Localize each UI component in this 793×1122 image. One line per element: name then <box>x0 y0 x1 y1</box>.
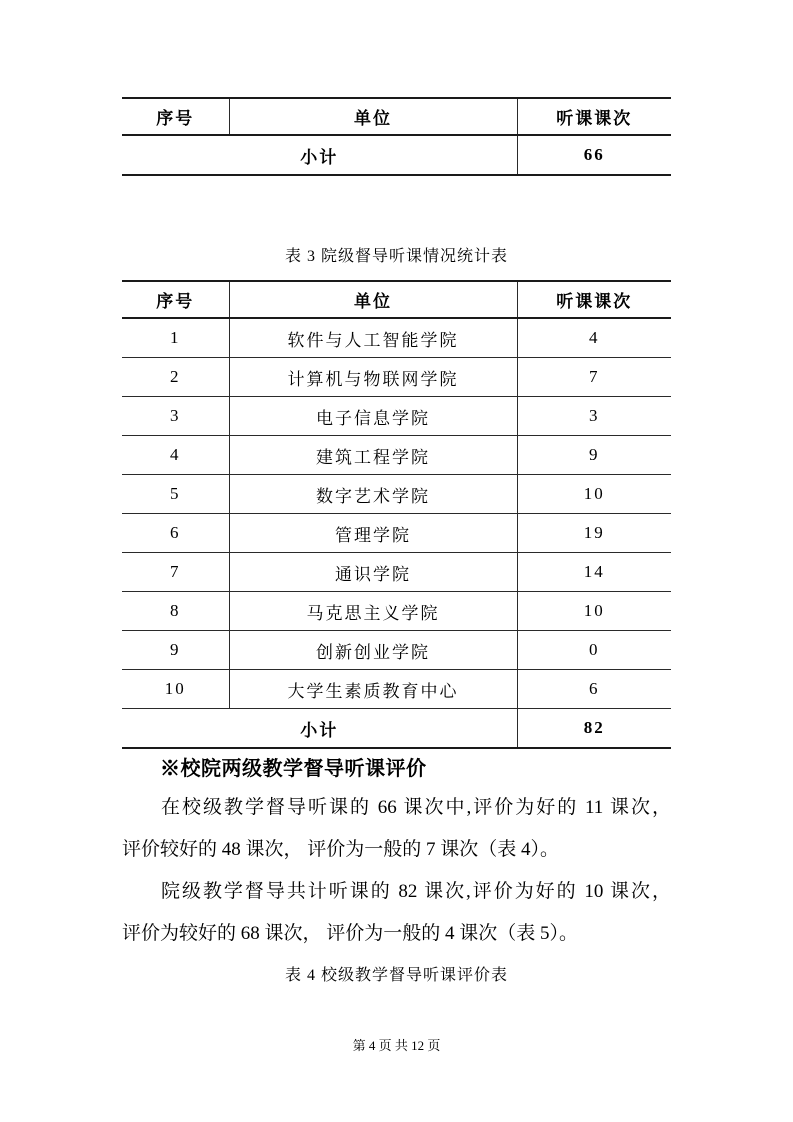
row-no: 2 <box>122 358 229 397</box>
row-unit: 马克思主义学院 <box>229 592 517 631</box>
table4-caption: 表 4 校级教学督导听课评价表 <box>284 967 508 984</box>
table-row <box>122 670 671 709</box>
header-cell-no: 序号 <box>122 98 229 135</box>
table3-caption: 表 3 院级督导听课情况统计表 <box>284 248 508 265</box>
subtotal-label: 小计 <box>122 135 517 175</box>
header-cell-unit: 单位 <box>229 281 517 318</box>
row-count: 14 <box>517 553 671 592</box>
row-unit: 软件与人工智能学院 <box>229 318 517 358</box>
paragraph-line: 院级教学督导共计听课的 82 课次,评价为好的 10 课次， <box>161 881 671 902</box>
row-unit: 电子信息学院 <box>229 397 517 436</box>
table-row <box>122 318 671 358</box>
row-no: 10 <box>122 670 229 709</box>
row-no: 9 <box>122 631 229 670</box>
row-count: 9 <box>517 436 671 475</box>
row-count: 4 <box>517 318 671 358</box>
header-cell-count: 听课课次 <box>517 281 671 318</box>
table-row <box>122 514 671 553</box>
subtotal-row <box>122 709 671 749</box>
row-unit: 数字艺术学院 <box>229 475 517 514</box>
row-count: 7 <box>517 358 671 397</box>
row-count: 10 <box>517 475 671 514</box>
row-unit: 建筑工程学院 <box>229 436 517 475</box>
page-number-footer: 第 4 页 共 12 页 <box>352 1038 441 1053</box>
table-row <box>122 475 671 514</box>
table-header-row <box>122 98 671 135</box>
row-count: 0 <box>517 631 671 670</box>
row-unit: 管理学院 <box>229 514 517 553</box>
paragraph-line: 评价为较好的 68 课次， 评价为一般的 4 课次（表 5）。 <box>122 923 579 944</box>
row-no: 1 <box>122 318 229 358</box>
row-no: 7 <box>122 553 229 592</box>
header-cell-unit: 单位 <box>229 98 517 135</box>
table-row <box>122 358 671 397</box>
row-no: 6 <box>122 514 229 553</box>
table-row <box>122 436 671 475</box>
page-content <box>122 97 671 997</box>
subtotal-value: 66 <box>583 145 605 164</box>
table-row <box>122 592 671 631</box>
row-count: 3 <box>517 397 671 436</box>
subtotal-row <box>122 135 671 175</box>
table-row <box>122 631 671 670</box>
row-count: 19 <box>517 514 671 553</box>
table-row <box>122 397 671 436</box>
row-no: 4 <box>122 436 229 475</box>
paragraph-line: 在校级教学督导听课的 66 课次中,评价为好的 11 课次， <box>161 797 671 818</box>
row-count: 6 <box>517 670 671 709</box>
row-unit: 创新创业学院 <box>229 631 517 670</box>
subtotal-value: 82 <box>583 718 605 737</box>
table-row <box>122 553 671 592</box>
row-unit: 大学生素质教育中心 <box>229 670 517 709</box>
header-cell-count: 听课课次 <box>517 98 671 135</box>
body-paragraphs <box>122 787 671 955</box>
row-no: 5 <box>122 475 229 514</box>
row-unit: 通识学院 <box>229 553 517 592</box>
row-count: 10 <box>517 592 671 631</box>
section-heading: ※校院两级教学督导听课评价 <box>160 758 427 780</box>
row-unit: 计算机与物联网学院 <box>229 358 517 397</box>
table-continued <box>122 97 671 176</box>
table3 <box>122 280 671 749</box>
row-no: 3 <box>122 397 229 436</box>
row-no: 8 <box>122 592 229 631</box>
subtotal-label: 小计 <box>122 709 517 749</box>
paragraph-line: 评价较好的 48 课次， 评价为一般的 7 课次（表 4）。 <box>122 839 560 860</box>
header-cell-no: 序号 <box>122 281 229 318</box>
table-header-row <box>122 281 671 318</box>
